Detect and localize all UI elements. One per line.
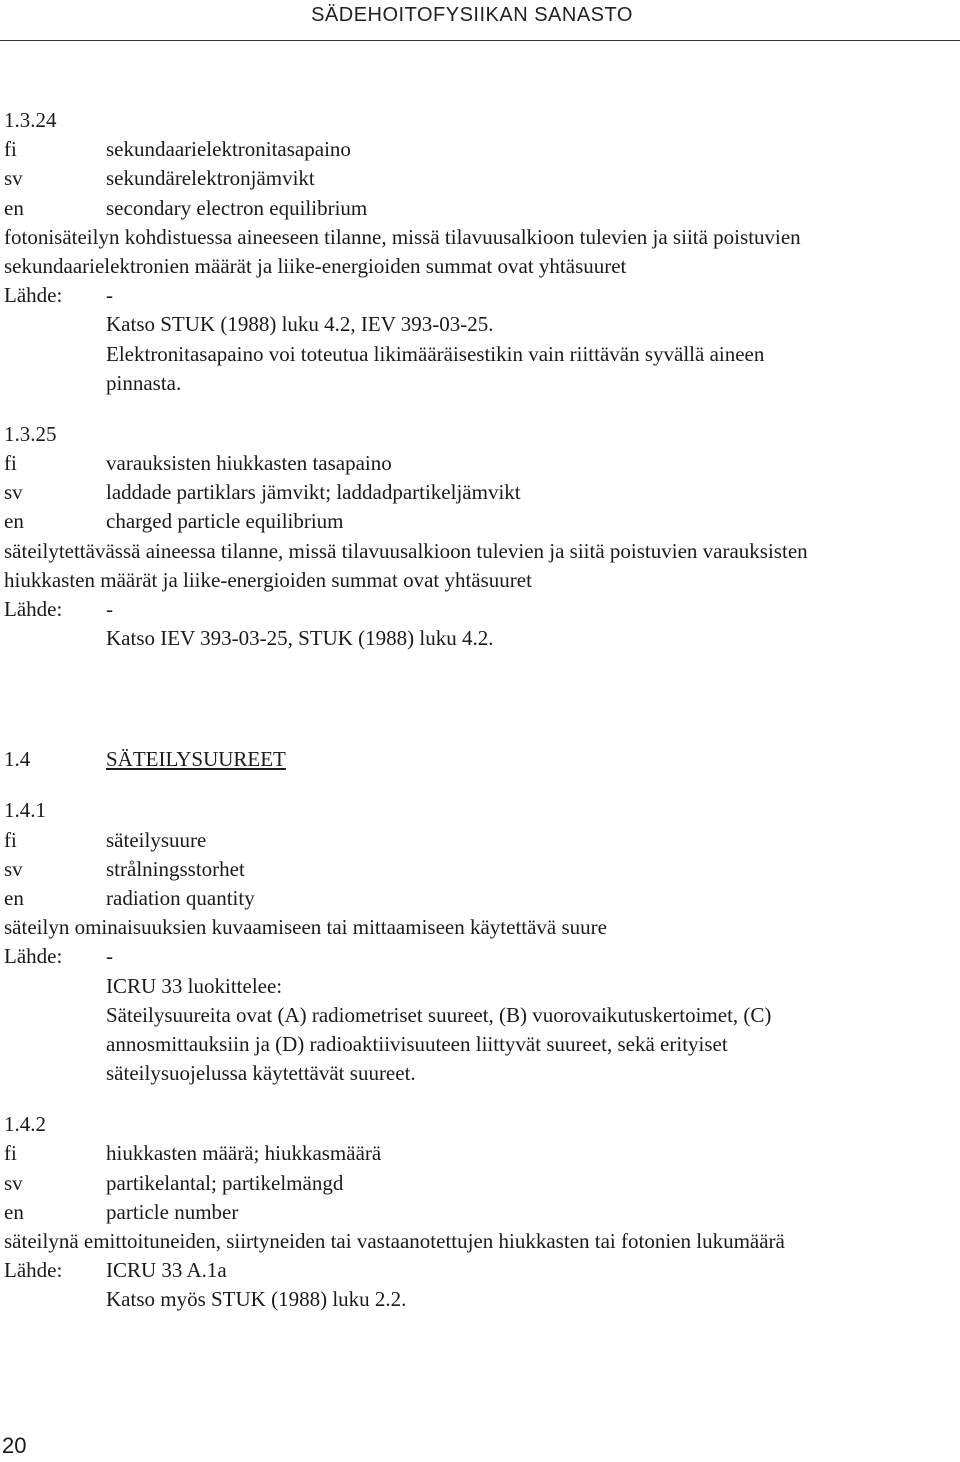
note-line: Katso IEV 393-03-25, STUK (1988) luku 4.2.	[106, 626, 494, 651]
term-sv: sekundärelektronjämvikt	[106, 166, 315, 191]
note-line: Säteilysuureita ovat (A) radiometriset suureet, (B) vuorovaikutuskertoimet, (C)	[106, 1002, 772, 1027]
term-entry	[4, 106, 954, 398]
term-entry	[4, 420, 954, 654]
lang-label-sv: sv	[4, 1170, 23, 1195]
definition-line: hiukkasten määrät ja liike-energioiden summat ovat yhtäsuuret	[4, 567, 532, 592]
lang-label-en: en	[4, 1199, 24, 1224]
definition-line: fotonisäteilyn kohdistuessa aineeseen tilanne, missä tilavuusalkioon tulevien ja siitä poistuvien	[4, 224, 801, 249]
entry-code: 1.3.24	[4, 108, 57, 132]
term-fi: sekundaarielektronitasapaino	[106, 137, 351, 162]
page-number: 20	[2, 1433, 27, 1458]
note-line: säteilysuojelussa käytettävät suureet.	[106, 1061, 416, 1086]
source-value: -	[106, 944, 113, 969]
page-header	[0, 0, 960, 41]
source-label: Lähde:	[4, 283, 63, 308]
definition-line: säteilyn ominaisuuksien kuvaamiseen tai mittaamiseen käytettävä suure	[4, 915, 607, 940]
entry-code: 1.4.1	[4, 798, 46, 823]
note-line: ICRU 33 luokittelee:	[106, 973, 283, 998]
source-value: -	[106, 597, 113, 621]
lang-label-sv: sv	[4, 856, 23, 881]
term-en: secondary electron equilibrium	[106, 195, 368, 220]
term-fi: hiukkasten määrä; hiukkasmäärä	[106, 1141, 382, 1166]
section-heading	[4, 745, 954, 774]
term-fi: varauksisten hiukkasten tasapaino	[106, 451, 392, 476]
lang-label-en: en	[4, 195, 24, 220]
term-sv: partikelantal; partikelmängd	[106, 1170, 344, 1195]
term-entry	[4, 796, 954, 1088]
definition-line: sekundaarielektronien määrät ja liike-energioiden summat ovat yhtäsuuret	[4, 253, 627, 278]
lang-label-en: en	[4, 509, 24, 534]
definition-line: säteilytettävässä aineessa tilanne, missä tilavuusalkioon tulevien ja siitä poistuvien varauksisten	[4, 538, 808, 563]
entry-code: 1.3.25	[4, 421, 57, 446]
document-body	[4, 106, 954, 1315]
lang-label-fi: fi	[4, 451, 17, 476]
term-sv: laddade partiklars jämvikt; laddadpartikeljämvikt	[106, 480, 521, 505]
source-value: ICRU 33 A.1a	[106, 1258, 227, 1283]
entry-code: 1.4.2	[4, 1112, 46, 1137]
term-entry	[4, 1110, 954, 1314]
term-en: charged particle equilibrium	[106, 509, 344, 534]
term-en: particle number	[106, 1199, 239, 1224]
source-label: Lähde:	[4, 597, 63, 621]
note-line: pinnasta.	[106, 370, 182, 395]
section-number: 1.4	[4, 747, 31, 772]
section-title: SÄTEILYSUUREET	[106, 747, 286, 772]
lang-label-fi: fi	[4, 827, 17, 852]
lang-label-en: en	[4, 885, 24, 910]
header-title: SÄDEHOITOFYSIIKAN SANASTO	[311, 4, 633, 26]
lang-label-fi: fi	[4, 1141, 17, 1166]
source-label: Lähde:	[4, 944, 63, 969]
source-label: Lähde:	[4, 1258, 63, 1283]
note-line: Katso STUK (1988) luku 4.2, IEV 393-03-25.	[106, 312, 494, 337]
term-fi: säteilysuure	[106, 827, 207, 852]
lang-label-fi: fi	[4, 137, 17, 162]
lang-label-sv: sv	[4, 480, 23, 505]
term-en: radiation quantity	[106, 885, 255, 910]
source-value: -	[106, 283, 113, 308]
lang-label-sv: sv	[4, 166, 23, 191]
note-line: Elektronitasapaino voi toteutua likimääräisestikin vain riittävän syvällä aineen	[106, 341, 765, 366]
term-sv: strålningsstorhet	[106, 856, 245, 881]
note-line: Katso myös STUK (1988) luku 2.2.	[106, 1287, 407, 1312]
note-line: annosmittauksiin ja (D) radioaktiivisuuteen liittyvät suureet, sekä erityiset	[106, 1031, 728, 1056]
definition-line: säteilynä emittoituneiden, siirtyneiden tai vastaanotettujen hiukkasten tai fotonien lukumäärä	[4, 1229, 785, 1253]
